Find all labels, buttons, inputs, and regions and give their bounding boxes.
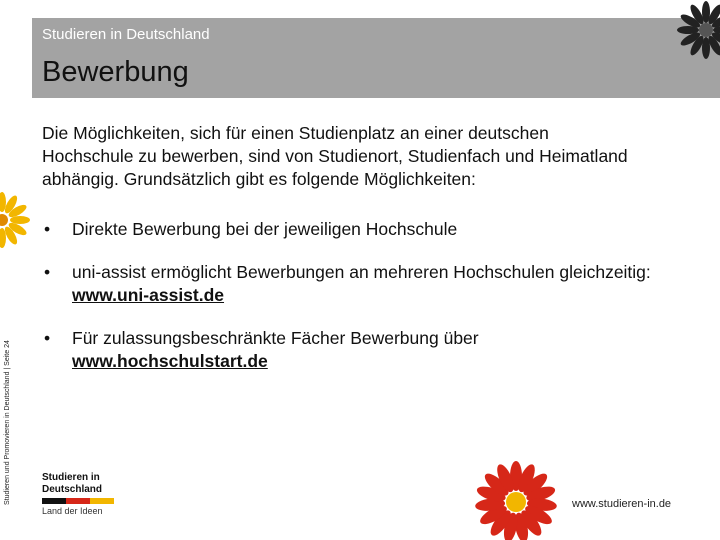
- hochschulstart-link[interactable]: www.hochschulstart.de: [72, 351, 268, 371]
- intro-paragraph: Die Möglichkeiten, sich für einen Studienplatz an einer deutschen Hochschule zu bewerben, sind von Studienort, Studienfach und Heimatland abhängig. Grundsätzlich gibt es folgende Möglichkeiten:: [42, 123, 628, 189]
- options-list: [42, 218, 662, 393]
- bullet-glyph: •: [44, 328, 51, 348]
- bullet-text: Für zulassungsbeschränkte Fächer Bewerbung über: [72, 328, 479, 348]
- flower-icon-left: [0, 190, 30, 250]
- flower-icon-top: [676, 0, 720, 70]
- logo-line1: Studieren in: [42, 472, 100, 483]
- logo-line3: Land der Ideen: [42, 506, 103, 516]
- logo-line2: Deutschland: [42, 484, 103, 495]
- page-title: Bewerbung: [42, 56, 189, 88]
- list-item: [42, 261, 662, 307]
- uni-assist-link[interactable]: www.uni-assist.de: [72, 285, 225, 305]
- bullet-text: uni-assist ermöglicht Bewerbungen an mehreren Hochschulen gleichzeitig:: [72, 262, 651, 282]
- flower-icon-bottom: [470, 458, 562, 540]
- bullet-glyph: •: [44, 262, 51, 282]
- side-page-label: Studieren und Promovieren in Deutschland | Seite 24: [4, 340, 11, 505]
- bullet-glyph: •: [44, 219, 51, 239]
- logo-flag-bar: [42, 498, 114, 504]
- footer-url: www.studieren-in.de: [572, 498, 672, 510]
- list-item: [42, 218, 662, 241]
- list-item: [42, 327, 662, 373]
- bullet-text: Direkte Bewerbung bei der jeweiligen Hochschule: [72, 219, 458, 239]
- logo: [42, 472, 152, 516]
- header-subtitle: Studieren in Deutschland: [42, 26, 210, 43]
